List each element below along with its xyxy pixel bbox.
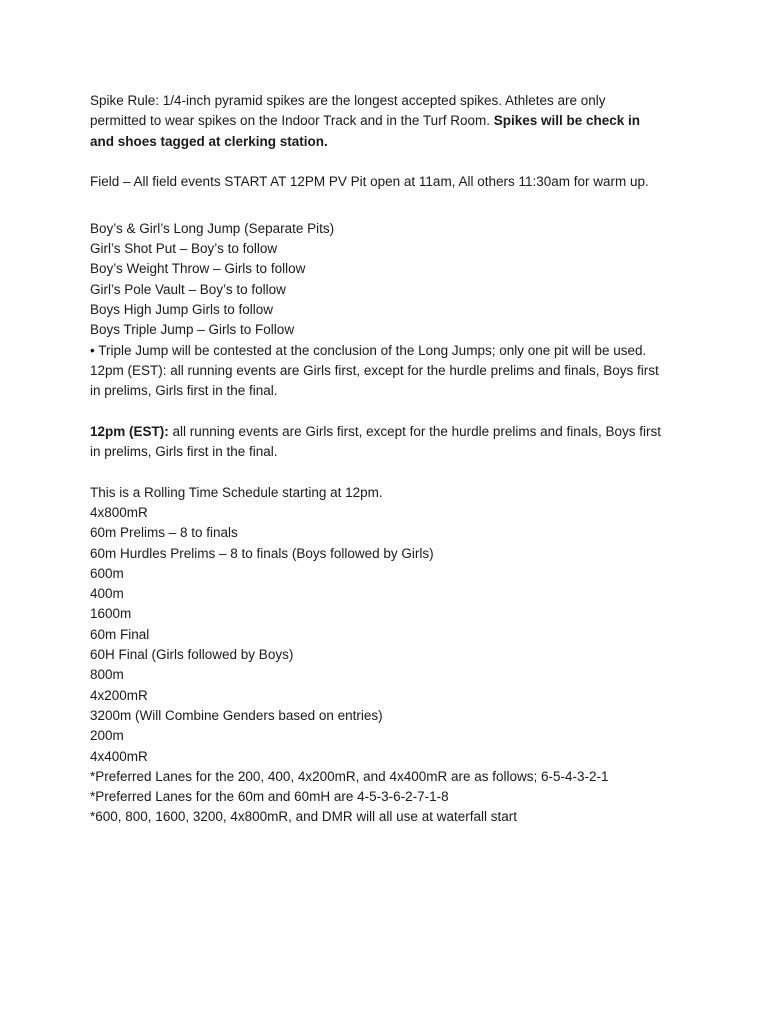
schedule-item: 400m xyxy=(90,586,124,602)
schedule-item: 600m xyxy=(90,565,124,581)
schedule-item: 60m Hurdles Prelims – 8 to finals (Boys followed by Girls) xyxy=(90,545,434,561)
schedule-item: 800m xyxy=(90,667,124,683)
running-note-label: 12pm (EST): xyxy=(90,423,169,439)
schedule-item: 200m xyxy=(90,728,124,744)
note-item: *Preferred Lanes for the 200, 400, 4x200mR, and 4x400mR are as follows; 6-5-4-3-2-1 xyxy=(90,768,609,784)
spike-rule-line-2 xyxy=(90,111,690,131)
field-event-item: Boys Triple Jump – Girls to Follow xyxy=(90,322,295,338)
spike-rule-line-1: Spike Rule: 1/4-inch pyramid spikes are the longest accepted spikes. Athletes are only xyxy=(90,93,606,108)
running-note-plain-line-1: 12pm (EST): all running events are Girls first, except for the hurdle prelims and finals, Boys first xyxy=(90,362,659,378)
field-event-item: Girl’s Pole Vault – Boy’s to follow xyxy=(90,281,286,297)
running-note-bold-line-2: in prelims, Girls first in the final. xyxy=(90,444,278,460)
field-event-item: Boys High Jump Girls to follow xyxy=(90,301,274,317)
schedule-item: 4x200mR xyxy=(90,687,148,703)
spacer xyxy=(90,401,690,421)
running-note-plain-line-2: in prelims, Girls first in the final. xyxy=(90,383,278,399)
schedule-item: 60H Final (Girls followed by Boys) xyxy=(90,647,294,663)
spacer xyxy=(90,462,690,482)
schedule-item: 4x800mR xyxy=(90,504,148,520)
triple-jump-note: • Triple Jump will be contested at the conclusion of the Long Jumps; only one pit will be used. xyxy=(90,342,647,358)
schedule-intro: This is a Rolling Time Schedule starting at 12pm. xyxy=(90,484,383,500)
field-event-item: Girl’s Shot Put – Boy’s to follow xyxy=(90,241,278,257)
running-note-rest: all running events are Girls first, except for the hurdle prelims and finals, Boys first xyxy=(168,423,661,439)
note-item: *Preferred Lanes for the 60m and 60mH are 4-5-3-6-2-7-1-8 xyxy=(90,789,449,805)
schedule-item: 60m Prelims – 8 to finals xyxy=(90,525,238,541)
document-page xyxy=(90,91,690,828)
schedule-item: 1600m xyxy=(90,606,132,622)
spike-rule-line-2-regular: permitted to wear spikes on the Indoor Track and in the Turf Room. xyxy=(90,113,494,129)
field-events-list xyxy=(90,219,690,341)
note-item: *600, 800, 1600, 3200, 4x800mR, and DMR will all use at waterfall start xyxy=(90,809,517,825)
field-event-item: Boy’s Weight Throw – Girls to follow xyxy=(90,261,306,277)
running-note-bold-line-1 xyxy=(90,422,690,442)
spacer xyxy=(90,152,690,172)
schedule-item: 3200m (Will Combine Genders based on entries) xyxy=(90,707,383,723)
notes-list xyxy=(90,767,690,828)
spike-rule-paragraph xyxy=(90,91,690,152)
spike-rule-line-2-bold: Spikes will be check in xyxy=(493,113,641,129)
field-intro: Field – All field events START AT 12PM PV Pit open at 11am, All others 11:30am for warm up. xyxy=(90,174,649,190)
schedule-item: 60m Final xyxy=(90,626,150,642)
schedule-list xyxy=(90,503,690,767)
schedule-item: 4x400mR xyxy=(90,748,148,764)
field-event-item: Boy’s & Girl’s Long Jump (Separate Pits) xyxy=(90,220,335,236)
spike-rule-line-3: and shoes tagged at clerking station. xyxy=(90,133,328,149)
spacer xyxy=(90,192,690,212)
